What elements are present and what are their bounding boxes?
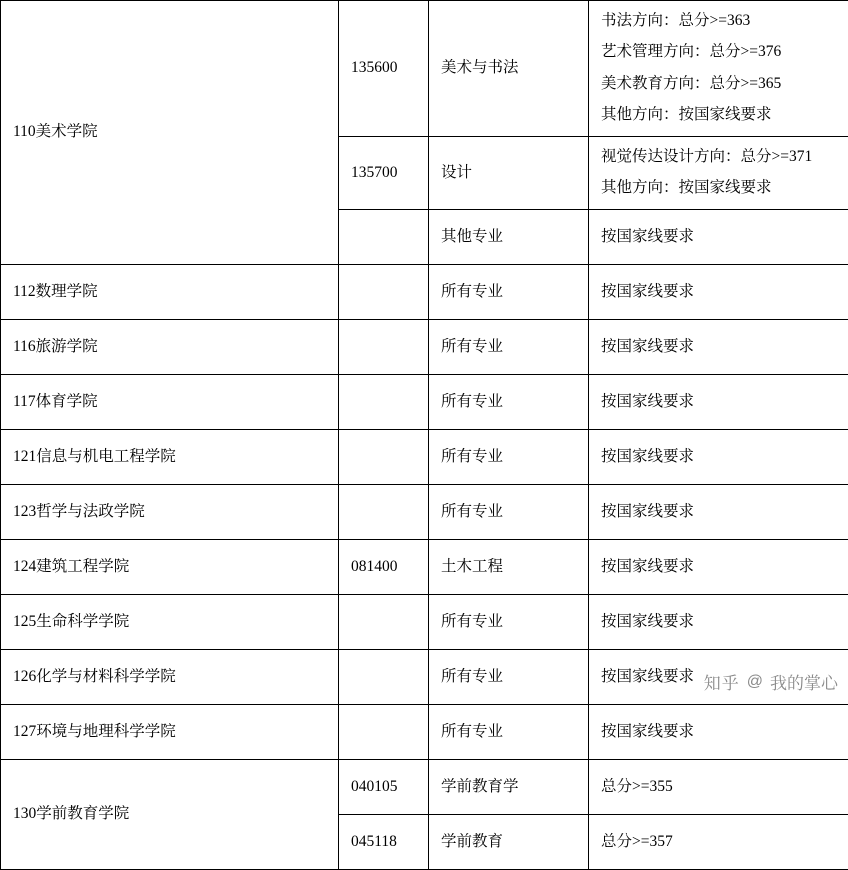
table-row xyxy=(1,264,848,319)
requirement-cell: 按国家线要求 xyxy=(589,374,848,429)
major-name-cell: 所有专业 xyxy=(429,484,589,539)
requirement-line: 书法方向：总分>=363 xyxy=(601,10,836,32)
table-row xyxy=(1,539,848,594)
major-name-cell: 所有专业 xyxy=(429,264,589,319)
requirement-line: 其他方向：按国家线要求 xyxy=(601,104,836,126)
table-row xyxy=(1,1,848,137)
watermark-username: 我的掌心 xyxy=(770,669,838,694)
requirement-cell: 按国家线要求 xyxy=(589,704,848,759)
requirement-cell: 总分>=357 xyxy=(589,814,848,869)
major-name-cell: 所有专业 xyxy=(429,649,589,704)
college-cell: 127环境与地理科学学院 xyxy=(1,704,339,759)
requirement-cell: 按国家线要求 xyxy=(589,209,848,264)
major-name-cell: 所有专业 xyxy=(429,374,589,429)
requirement-line: 艺术管理方向：总分>=376 xyxy=(601,41,836,63)
table-row xyxy=(1,374,848,429)
table-row xyxy=(1,429,848,484)
major-code-cell xyxy=(339,429,429,484)
major-name-cell: 所有专业 xyxy=(429,429,589,484)
table-row xyxy=(1,484,848,539)
college-cell: 123哲学与法政学院 xyxy=(1,484,339,539)
major-name-cell: 学前教育学 xyxy=(429,759,589,814)
college-cell: 130学前教育学院 xyxy=(1,759,339,869)
major-name-cell: 美术与书法 xyxy=(429,1,589,137)
requirement-cell: 按国家线要求 xyxy=(589,264,848,319)
major-code-cell: 040105 xyxy=(339,759,429,814)
major-name-cell: 所有专业 xyxy=(429,594,589,649)
requirement-cell xyxy=(589,1,848,137)
requirement-line: 美术教育方向：总分>=365 xyxy=(601,73,836,95)
major-code-cell xyxy=(339,594,429,649)
requirement-cell: 按国家线要求 xyxy=(589,429,848,484)
requirement-cell: 按国家线要求 xyxy=(589,594,848,649)
major-code-cell xyxy=(339,264,429,319)
college-cell: 112数理学院 xyxy=(1,264,339,319)
major-code-cell xyxy=(339,704,429,759)
college-cell: 126化学与材料科学学院 xyxy=(1,649,339,704)
college-cell: 110美术学院 xyxy=(1,1,339,265)
table-row xyxy=(1,594,848,649)
requirement-cell: 按国家线要求 xyxy=(589,319,848,374)
major-code-cell: 135600 xyxy=(339,1,429,137)
major-name-cell: 学前教育 xyxy=(429,814,589,869)
major-code-cell: 045118 xyxy=(339,814,429,869)
major-code-cell xyxy=(339,209,429,264)
major-name-cell: 设计 xyxy=(429,136,589,209)
major-name-cell: 其他专业 xyxy=(429,209,589,264)
major-code-cell xyxy=(339,484,429,539)
major-code-cell xyxy=(339,319,429,374)
college-cell: 121信息与机电工程学院 xyxy=(1,429,339,484)
college-cell: 117体育学院 xyxy=(1,374,339,429)
requirement-cell: 总分>=355 xyxy=(589,759,848,814)
major-code-cell: 081400 xyxy=(339,539,429,594)
college-cell: 125生命科学学院 xyxy=(1,594,339,649)
major-code-cell xyxy=(339,374,429,429)
college-cell: 124建筑工程学院 xyxy=(1,539,339,594)
table-body xyxy=(1,1,848,870)
college-cell: 116旅游学院 xyxy=(1,319,339,374)
major-name-cell: 所有专业 xyxy=(429,704,589,759)
zhihu-logo: 知乎 xyxy=(704,669,740,694)
watermark-at-symbol: @ xyxy=(747,673,763,691)
requirement-line: 视觉传达设计方向：总分>=371 xyxy=(601,146,836,168)
table-row xyxy=(1,319,848,374)
requirement-cell: 按国家线要求 xyxy=(589,649,848,704)
major-code-cell xyxy=(339,649,429,704)
table-row xyxy=(1,759,848,814)
requirement-line: 其他方向：按国家线要求 xyxy=(601,177,836,199)
watermark xyxy=(704,669,838,694)
major-name-cell: 土木工程 xyxy=(429,539,589,594)
requirement-cell xyxy=(589,136,848,209)
major-code-cell: 135700 xyxy=(339,136,429,209)
major-name-cell: 所有专业 xyxy=(429,319,589,374)
requirement-cell: 按国家线要求 xyxy=(589,484,848,539)
requirement-cell: 按国家线要求 xyxy=(589,539,848,594)
table-row xyxy=(1,704,848,759)
